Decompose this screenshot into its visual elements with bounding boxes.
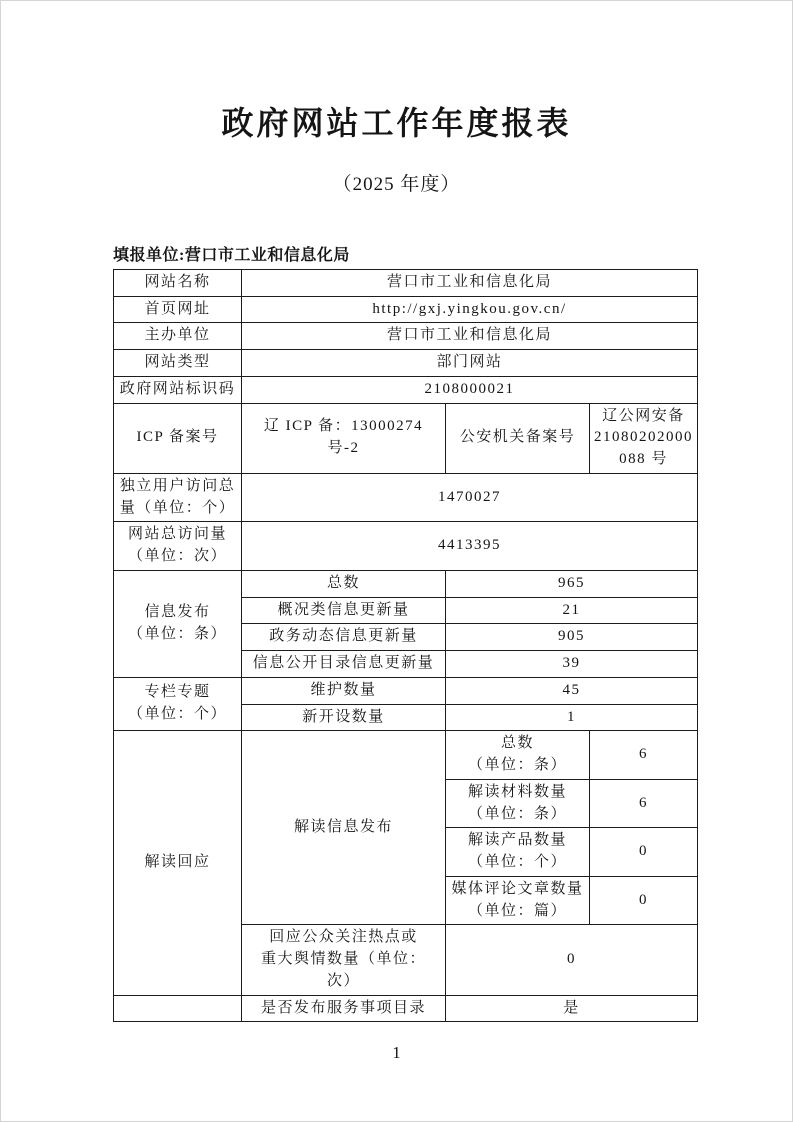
table-row-site-type xyxy=(114,350,698,377)
total-visits-value: 4413395 xyxy=(242,522,698,571)
interp-products-label-line: （单位：个） xyxy=(467,854,567,871)
public-response-label-line: 次） xyxy=(326,972,360,989)
page-title: 政府网站工作年度报表 xyxy=(221,105,572,141)
icp-label: ICP 备案号 xyxy=(114,403,242,473)
interp-total-label-line: 总数 xyxy=(500,735,534,752)
security-filing-label: 公安机关备案号 xyxy=(446,403,590,473)
topics-new-label: 新开设数量 xyxy=(242,704,446,731)
interp-products-label xyxy=(446,828,590,877)
homepage-url-label: 首页网址 xyxy=(114,296,242,323)
site-type-label: 网站类型 xyxy=(114,350,242,377)
interp-materials-label-line: （单位：条） xyxy=(467,805,567,822)
security-filing-value xyxy=(590,403,698,473)
total-visits-label-line: （单位：次） xyxy=(127,548,227,565)
info-publish-group-label xyxy=(114,570,242,677)
public-response-label-line: 重大舆情数量（单位： xyxy=(260,951,426,968)
unique-visitors-value: 1470027 xyxy=(242,473,698,522)
interp-media-label-line: 媒体评论文章数量 xyxy=(451,880,584,897)
interp-total-label-line: （单位：条） xyxy=(467,757,567,774)
table-row-site-id-code xyxy=(114,376,698,403)
table-row-service-catalog xyxy=(114,995,698,1022)
info-dynamic-label: 政务动态信息更新量 xyxy=(242,624,446,651)
site-id-code-value: 2108000021 xyxy=(242,376,698,403)
report-table xyxy=(113,269,698,1023)
table-row-topics-maintained xyxy=(114,677,698,704)
service-catalog-value: 是 xyxy=(446,995,698,1022)
unique-visitors-label-line: 独立用户访问总 xyxy=(119,477,236,494)
info-overview-label: 概况类信息更新量 xyxy=(242,597,446,624)
interp-materials-label xyxy=(446,779,590,828)
public-response-label-line: 回应公众关注热点或 xyxy=(269,929,418,946)
service-catalog-label: 是否发布服务事项目录 xyxy=(242,995,446,1022)
info-publish-label-line: 信息发布 xyxy=(144,604,211,621)
topics-maintained-value: 45 xyxy=(446,677,698,704)
info-dynamic-value: 905 xyxy=(446,624,698,651)
info-total-label: 总数 xyxy=(242,570,446,597)
info-publish-label-line: （单位：条） xyxy=(127,625,227,642)
security-filing-line: 辽公网安备 xyxy=(602,407,685,424)
page-number: 1 xyxy=(392,1043,401,1062)
unique-visitors-label xyxy=(114,473,242,522)
site-name-label: 网站名称 xyxy=(114,269,242,296)
interpretation-publish-label: 解读信息发布 xyxy=(242,731,446,925)
table-row-site-name xyxy=(114,269,698,296)
table-row-homepage-url xyxy=(114,296,698,323)
interp-total-value: 6 xyxy=(590,731,698,780)
table-row-icp xyxy=(114,403,698,473)
topics-new-value: 1 xyxy=(446,704,698,731)
interp-materials-label-line: 解读材料数量 xyxy=(467,783,567,800)
site-id-code-label: 政府网站标识码 xyxy=(114,376,242,403)
special-topics-label-line: 专栏专题 xyxy=(144,684,211,701)
site-type-value: 部门网站 xyxy=(242,350,698,377)
public-response-value: 0 xyxy=(446,925,698,995)
interp-media-label xyxy=(446,876,590,925)
topics-maintained-label: 维护数量 xyxy=(242,677,446,704)
empty-cell xyxy=(114,995,242,1022)
total-visits-label-line: 网站总访问量 xyxy=(127,526,227,543)
info-overview-value: 21 xyxy=(446,597,698,624)
page-subtitle: （2025 年度） xyxy=(332,173,461,195)
security-filing-line: 088 号 xyxy=(619,451,668,468)
interp-total-label xyxy=(446,731,590,780)
interp-products-value: 0 xyxy=(590,828,698,877)
special-topics-label-line: （单位：个） xyxy=(127,706,227,723)
interp-products-label-line: 解读产品数量 xyxy=(467,832,567,849)
info-directory-label: 信息公开目录信息更新量 xyxy=(242,651,446,678)
interp-media-label-line: （单位：篇） xyxy=(467,902,567,919)
unique-visitors-label-line: 量（单位：个） xyxy=(119,499,236,516)
host-unit-label: 主办单位 xyxy=(114,323,242,350)
icp-value: 辽 ICP 备：13000274 号-2 xyxy=(242,403,446,473)
table-row-host-unit xyxy=(114,323,698,350)
public-response-label xyxy=(242,925,446,995)
special-topics-group-label xyxy=(114,677,242,731)
total-visits-label xyxy=(114,522,242,571)
info-directory-value: 39 xyxy=(446,651,698,678)
homepage-url-value: http://gxj.yingkou.gov.cn/ xyxy=(242,296,698,323)
table-row-info-total xyxy=(114,570,698,597)
info-total-value: 965 xyxy=(446,570,698,597)
table-row-unique-visitors xyxy=(114,473,698,522)
host-unit-value: 营口市工业和信息化局 xyxy=(242,323,698,350)
interpretation-group-label: 解读回应 xyxy=(114,731,242,995)
site-name-value: 营口市工业和信息化局 xyxy=(242,269,698,296)
security-filing-line: 21080202000 xyxy=(594,429,693,446)
reporting-unit: 填报单位:营口市工业和信息化局 xyxy=(113,246,350,264)
table-row-total-visits xyxy=(114,522,698,571)
interp-media-value: 0 xyxy=(590,876,698,925)
table-row-interp-total xyxy=(114,731,698,780)
interp-materials-value: 6 xyxy=(590,779,698,828)
